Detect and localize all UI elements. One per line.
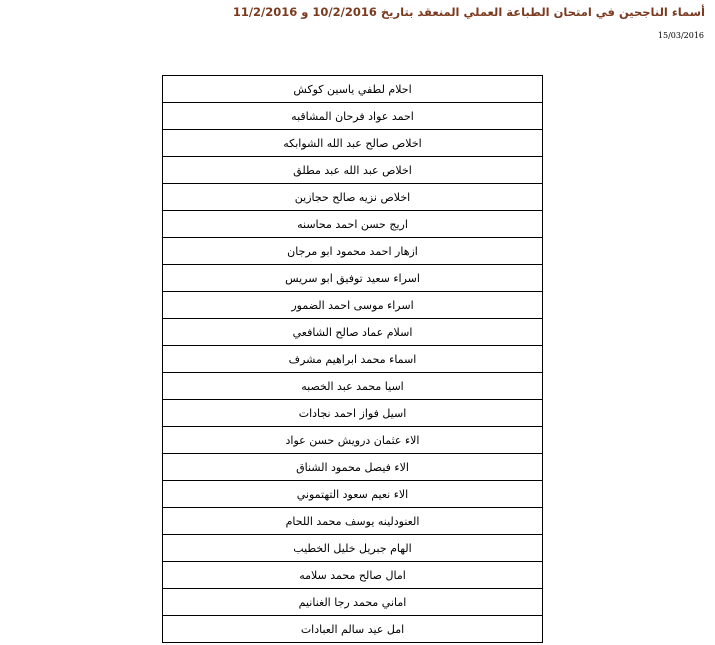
- names-table-body: [163, 76, 543, 643]
- name-cell: ازهار احمد محمود ابو مرجان: [163, 238, 543, 265]
- table-row: [163, 184, 543, 211]
- table-row: [163, 400, 543, 427]
- document-date: 15/03/2016: [657, 31, 704, 40]
- table-row: [163, 76, 543, 103]
- page-title: أسماء الناجحين في امتحان الطباعة العملي المنعقد بتاريخ 10/2/2016 و 11/2/2016: [232, 5, 705, 19]
- table-row: [163, 562, 543, 589]
- table-row: [163, 130, 543, 157]
- name-cell: اماني محمد رجا الغنانيم: [163, 589, 543, 616]
- table-row: [163, 373, 543, 400]
- name-cell: اسيل فواز احمد نجادات: [163, 400, 543, 427]
- name-cell: الاء عثمان درويش حسن عواد: [163, 427, 543, 454]
- name-cell: الهام جبريل خليل الخطيب: [163, 535, 543, 562]
- table-row: [163, 292, 543, 319]
- table-row: [163, 157, 543, 184]
- table-row: [163, 211, 543, 238]
- name-cell: اسراء موسى احمد الضمور: [163, 292, 543, 319]
- table-row: [163, 616, 543, 643]
- table-row: [163, 589, 543, 616]
- table-row: [163, 265, 543, 292]
- name-cell: احمد عواد فرحان المشاقبه: [163, 103, 543, 130]
- name-cell: احلام لطفي ياسين كوكش: [163, 76, 543, 103]
- name-cell: الاء نعيم سعود التهتموني: [163, 481, 543, 508]
- table-row: [163, 481, 543, 508]
- name-cell: امل عيد سالم العبادات: [163, 616, 543, 643]
- table-row: [163, 535, 543, 562]
- name-cell: العنودلينه يوسف محمد اللحام: [163, 508, 543, 535]
- table-row: [163, 508, 543, 535]
- table-row: [163, 319, 543, 346]
- name-cell: اسيا محمد عبد الخصبه: [163, 373, 543, 400]
- table-row: [163, 427, 543, 454]
- name-cell: اخلاص نزيه صالح حجازين: [163, 184, 543, 211]
- table-row: [163, 454, 543, 481]
- name-cell: اخلاص صالح عبد الله الشوابكه: [163, 130, 543, 157]
- table-row: [163, 238, 543, 265]
- name-cell: امال صالح محمد سلامه: [163, 562, 543, 589]
- names-table: [162, 75, 543, 643]
- name-cell: اسلام عماد صالح الشافعي: [163, 319, 543, 346]
- name-cell: اريج حسن احمد محاسنه: [163, 211, 543, 238]
- name-cell: اخلاص عبد الله عبد مطلق: [163, 157, 543, 184]
- name-cell: الاء فيصل محمود الشناق: [163, 454, 543, 481]
- name-cell: اسماء محمد ابراهيم مشرف: [163, 346, 543, 373]
- name-cell: اسراء سعيد توفيق ابو سريس: [163, 265, 543, 292]
- table-row: [163, 103, 543, 130]
- table-row: [163, 346, 543, 373]
